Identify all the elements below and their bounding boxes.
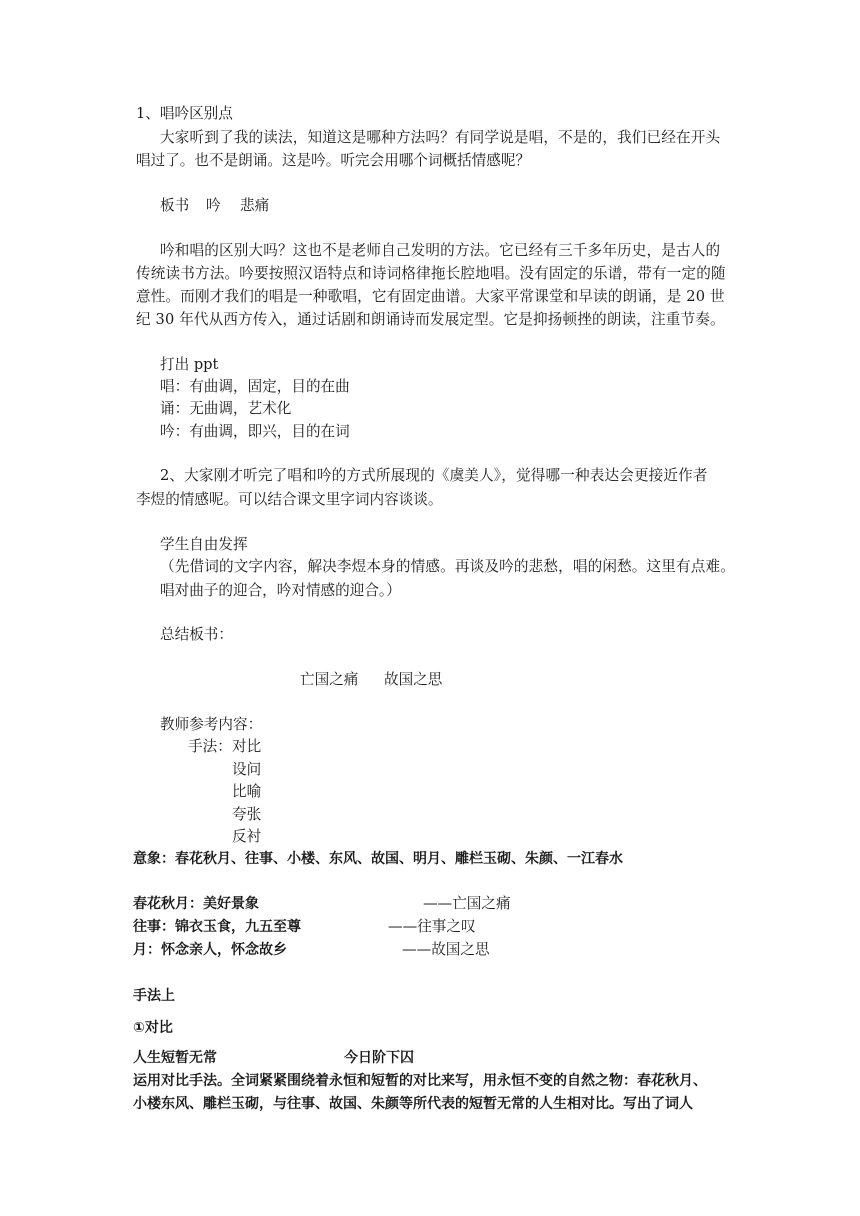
paragraph-line: 唱过了。也不是朗诵。这是吟。听完会用哪个词概括情感呢？ [136,152,531,169]
student-title: 学生自由发挥 [160,536,248,553]
board-word: 吟 [206,197,221,214]
analysis-line: 运用对比手法。全词紧紧围绕着永恒和短暂的对比来写，用永恒不变的自然之物：春花秋月、 [133,1073,707,1089]
imagery-line: 意象：春花秋月、往事、小楼、东风、故国、明月、雕栏玉砌、朱颜、一江春水 [133,851,623,867]
imagery-row-right: ——亡国之痛 [423,895,511,912]
section-heading: 1、唱吟区别点 [136,105,233,122]
reference-title: 教师参考内容： [160,716,263,733]
paragraph-line: 吟和唱的区别大吗？这也不是老师自己发明的方法。它已经有三千多年历史，是古人的 [160,242,721,259]
analysis-line: 小楼东风、雕栏玉砌，与往事、故国、朱颜等所代表的短暂无常的人生相对比。写出了词人 [133,1096,693,1112]
method-item: 比喻 [232,783,262,800]
board-label: 板书 [160,197,190,214]
note-line: （先借词的文字内容，解决李煜本身的情感。再谈及吟的悲愁，唱的闲愁。这里有点难。 [160,558,736,575]
technique-title: 手法上 [133,988,175,1004]
paragraph-line: 传统读书方法。吟要按照汉语特点和诗词格律拖长腔地唱。没有固定的乐谱，带有一定的随 [136,265,726,282]
contrast-left: 人生短暂无常 [133,1050,217,1066]
imagery-row-left: 往事：锦衣玉食，九五至尊 [133,919,301,935]
ppt-title: 打出 ppt [160,356,219,373]
summary-word: 亡国之痛 [300,671,359,688]
method-item: 对比 [232,738,262,755]
paragraph-line: 纪 30 年代从西方传入，通过话剧和朗诵诗而发展定型。它是抑扬顿挫的朗读，注重节奏。 [136,311,725,328]
method-item: 设问 [232,761,262,778]
imagery-row-left: 春花秋月：美好景象 [133,896,259,912]
method-item: 夸张 [232,806,262,823]
paragraph-line: 大家听到了我的读法，知道这是哪种方法吗？有同学说是唱，不是的，我们已经在开头 [160,129,721,146]
note-line: 唱对曲子的迎合，吟对情感的迎合。） [160,582,401,599]
summary-title: 总结板书： [160,626,233,643]
ppt-item: 诵：无曲调，艺术化 [160,400,292,417]
contrast-title: ①对比 [133,1020,173,1036]
question-line: 2、大家刚才听完了唱和吟的方式所展现的《虞美人》，觉得哪一种表达会更接近作者 [160,467,708,484]
ppt-item: 唱：有曲调，固定，目的在曲 [160,378,350,395]
method-label: 手法： [188,738,232,755]
imagery-row-left: 月：怀念亲人，怀念故乡 [133,942,287,958]
summary-word: 故国之思 [384,671,443,688]
paragraph-line: 意性。而刚才我们的唱是一种歌唱，它有固定曲谱。大家平常课堂和早读的朗诵，是 20 世 [136,288,725,305]
imagery-row-right: ——往事之叹 [388,918,476,935]
method-item: 反衬 [232,828,262,845]
board-word: 悲痛 [240,197,270,214]
ppt-item: 吟：有曲调，即兴，目的在词 [160,423,350,440]
question-line: 李煜的情感呢。可以结合课文里字词内容谈谈。 [136,491,443,508]
contrast-right: 今日阶下囚 [344,1050,414,1066]
imagery-row-right: ——故国之思 [402,941,490,958]
